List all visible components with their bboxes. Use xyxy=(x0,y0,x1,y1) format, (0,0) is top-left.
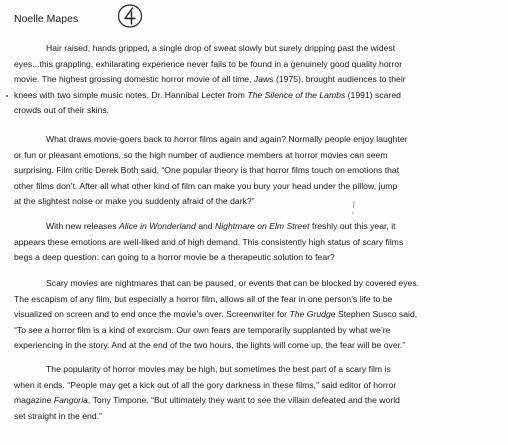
text-line xyxy=(14,338,500,354)
text-line xyxy=(14,72,500,88)
text-run: “To see a horror film is a kind of exorcism. Our own fears are temporarily supplanted by what we’re xyxy=(14,324,391,335)
text-line xyxy=(14,88,500,104)
text-run: begs a deep question: can going to a horror movie be a therapeutic solution to fear? xyxy=(14,252,335,263)
text-line xyxy=(14,362,500,378)
paragraph-1 xyxy=(14,41,500,119)
text-run: when it ends. “People may get a kick out of all the gory darkness in these films,” said editor of horror xyxy=(14,379,397,390)
text-run: crowds out of their skins. xyxy=(14,105,110,116)
text-run: Hair raised, hands gripped, a single drop of sweat slowly but surely dripping past the widest xyxy=(46,43,396,53)
text-line xyxy=(14,292,500,308)
text-run: and xyxy=(195,221,215,231)
paragraph-3 xyxy=(14,219,500,266)
text-line xyxy=(14,378,500,394)
text-line xyxy=(14,393,500,409)
text-run: What draws movie-goers back to horror films again and again? Normally people enjoy laughter xyxy=(46,134,408,144)
text-line xyxy=(14,219,500,235)
text-run: visualized on screen and to end once the movie’s over. Screenwriter for xyxy=(14,309,290,320)
text-line xyxy=(14,250,500,266)
text-run: other films don’t. After all what other kind of film can make you bury your head under the pillow, jump xyxy=(14,180,398,191)
italic-title: Jaws xyxy=(253,74,274,85)
text-run: knees with two simple music notes. Dr. Hannibal Lecter from xyxy=(14,89,248,100)
text-run: set straight in the end.” xyxy=(14,410,102,421)
page-number-circle xyxy=(119,5,142,27)
margin-speck xyxy=(6,95,8,97)
text-run: at the slightest noise or make you suddenly afraid of the dark?” xyxy=(14,196,255,207)
text-run: (1975), brought audiences to their xyxy=(273,74,406,85)
text-run: Scary movies are nightmares that can be paused, or events that can be blocked by covered eyes. xyxy=(46,278,420,288)
paragraph-2 xyxy=(14,132,500,210)
text-run: freshly out this year, it xyxy=(309,221,396,231)
text-run: The escapism of any film, but especially a horror film, allows all of the fear in one person’s life to be xyxy=(14,293,393,304)
text-line xyxy=(14,132,500,148)
text-line xyxy=(14,179,500,195)
text-line xyxy=(14,148,500,164)
text-line xyxy=(14,409,500,425)
text-line xyxy=(14,276,500,292)
author-name: Noelle Mapes xyxy=(14,13,79,25)
italic-title: Alice in Wonderland xyxy=(118,221,196,231)
paragraph-4 xyxy=(14,276,500,354)
text-run: , Tony Timpone. “But ultimately they want to see the villain defeated and the world xyxy=(87,395,400,406)
italic-title: Fangoria xyxy=(53,395,88,406)
italic-title: Nightmare on Elm Street xyxy=(215,221,310,231)
text-run: With new releases xyxy=(46,221,119,231)
text-run: experiencing in the story. And at the end of the two hours, the lights will come up, the fear will be over.” xyxy=(14,340,406,351)
text-line xyxy=(14,323,500,339)
text-line xyxy=(14,307,500,323)
pencil-mark xyxy=(350,200,358,216)
text-line xyxy=(14,41,500,57)
text-run: surprising. Film critic Derek Both said, “One popular theory is that horror films touch on emotions that xyxy=(14,165,400,176)
text-line xyxy=(14,235,500,251)
italic-title: The Grudge xyxy=(289,309,336,320)
text-run: (1991) scared xyxy=(345,89,401,100)
circled-number-icon xyxy=(116,3,144,29)
page-number-digit xyxy=(125,8,135,24)
handwritten-page-number xyxy=(116,3,144,29)
paragraph-5 xyxy=(14,362,500,424)
text-run: appears these emotions are well-liked and of high demand. This consistently high status of scary films xyxy=(14,236,404,247)
text-run: or fun or pleasant emotions, so the high number of audience members at horror movies can seem xyxy=(14,149,388,160)
text-run: eyes...this grappling, exhilarating experience never fails to be found in a genuinely good quality horror xyxy=(14,58,403,69)
text-line xyxy=(14,103,500,119)
text-line xyxy=(14,194,500,210)
text-run: Stephen Susco said, xyxy=(335,309,418,320)
text-run: magazine xyxy=(14,395,54,406)
italic-title: The Silence of the Lambs xyxy=(247,89,346,100)
text-line xyxy=(14,57,500,73)
text-run: movie. The highest grossing domestic horror movie of all time, xyxy=(14,74,254,85)
text-run: The popularity of horror movies may be high, but sometimes the best part of a scary film is xyxy=(46,364,391,374)
text-line xyxy=(14,163,500,179)
